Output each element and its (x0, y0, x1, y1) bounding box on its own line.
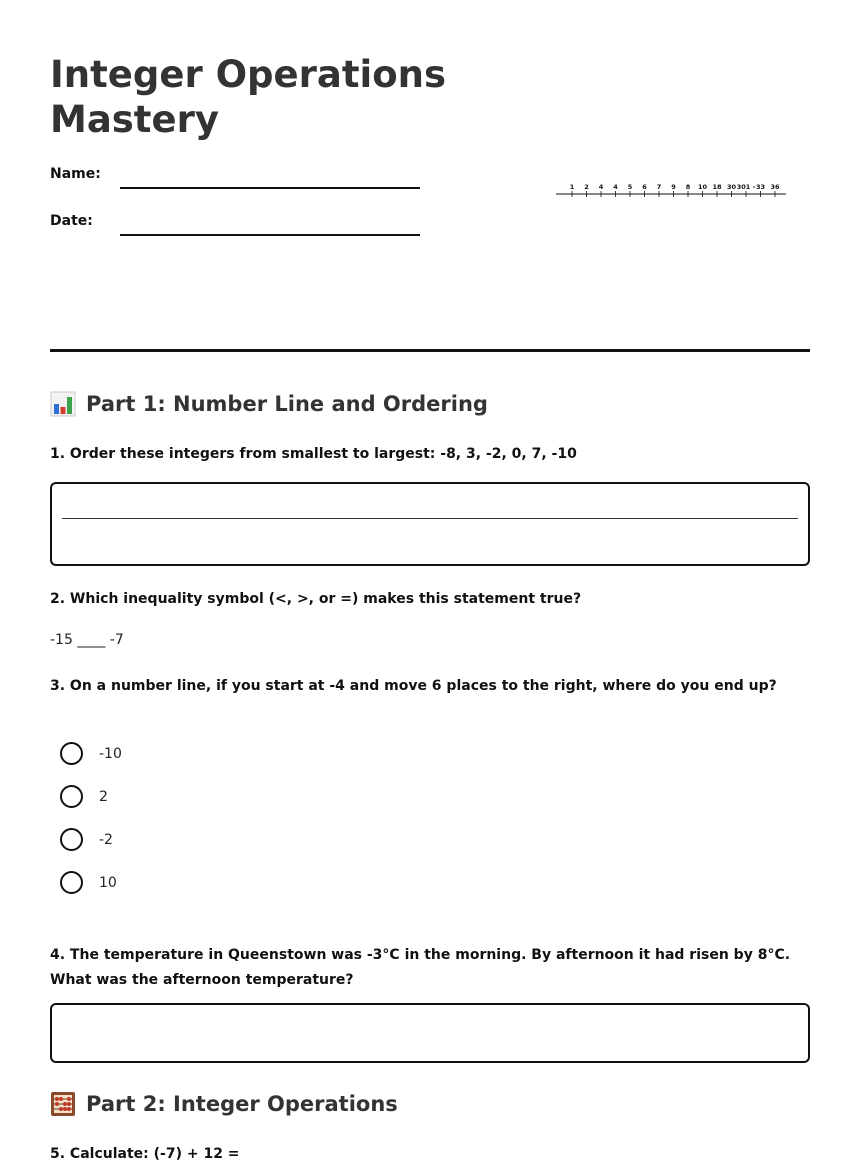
question-1-answer-box[interactable] (50, 482, 810, 566)
name-label: Name: (50, 166, 101, 182)
number-line-tick-label: 4 (613, 183, 618, 191)
section-divider (50, 349, 810, 352)
number-line-tick-label: 9 (671, 183, 676, 191)
question-4: 4. The temperature in Queenstown was -3°C in the morning. By afternoon it had risen by 8°C. What was the afternoon temperature? (50, 947, 791, 988)
question-2-expression: -15 ____ -7 (50, 632, 124, 648)
answer-line (62, 518, 798, 519)
q3-option-b[interactable] (60, 785, 108, 808)
number-line-tick-label: 2 (584, 183, 589, 191)
option-label: 2 (99, 788, 108, 805)
part2-heading-text: Part 2: Integer Operations (86, 1092, 398, 1116)
number-line-tick-label: 7 (656, 183, 662, 191)
question-4-answer-box[interactable] (50, 1003, 810, 1063)
number-line-tick-label: 1 (569, 183, 575, 191)
option-label: 10 (99, 874, 117, 891)
radio-button[interactable] (60, 785, 83, 808)
option-label: -2 (99, 831, 113, 848)
number-line-tick-label: 30 (726, 183, 737, 191)
number-line-tick-label: 10 (697, 183, 708, 191)
question-2: 2. Which inequality symbol (<, >, or =) makes this statement true? (50, 591, 582, 607)
number-line-tick-label: 36 (770, 183, 780, 191)
radio-button[interactable] (60, 742, 83, 765)
radio-button[interactable] (60, 871, 83, 894)
date-field[interactable] (120, 234, 420, 236)
date-label: Date: (50, 213, 93, 229)
title-line-2: Mastery (50, 98, 219, 141)
q3-option-d[interactable] (60, 871, 117, 894)
worksheet-title (50, 52, 470, 142)
q3-option-a[interactable] (60, 742, 122, 765)
number-line-tick-label: 4 (598, 183, 604, 191)
part1-heading (50, 391, 488, 417)
number-line-tick-label: 8 (685, 183, 691, 191)
question-1: 1. Order these integers from smallest to largest: -8, 3, -2, 0, 7, -10 (50, 446, 577, 462)
q3-option-c[interactable] (60, 828, 113, 851)
part1-heading-text: Part 1: Number Line and Ordering (86, 392, 488, 416)
question-5: 5. Calculate: (-7) + 12 = (50, 1146, 240, 1162)
number-line-tick-label: 6 (642, 183, 647, 191)
abacus-icon (50, 1091, 76, 1117)
number-line-tick-label: 5 (627, 183, 633, 191)
option-label: -10 (99, 745, 122, 762)
question-3: 3. On a number line, if you start at -4 and move 6 places to the right, where do you end up? (50, 678, 777, 694)
number-line-tick-label: 18 (712, 183, 722, 191)
number-line-tick-label: 33 (755, 183, 766, 191)
bar-chart-icon (50, 391, 76, 417)
part2-heading (50, 1091, 398, 1117)
number-line-tick-label: 301 - (736, 183, 756, 191)
name-field[interactable] (120, 187, 420, 189)
number-line-graphic (556, 180, 788, 200)
title-line-1: Integer Operations (50, 53, 446, 96)
radio-button[interactable] (60, 828, 83, 851)
